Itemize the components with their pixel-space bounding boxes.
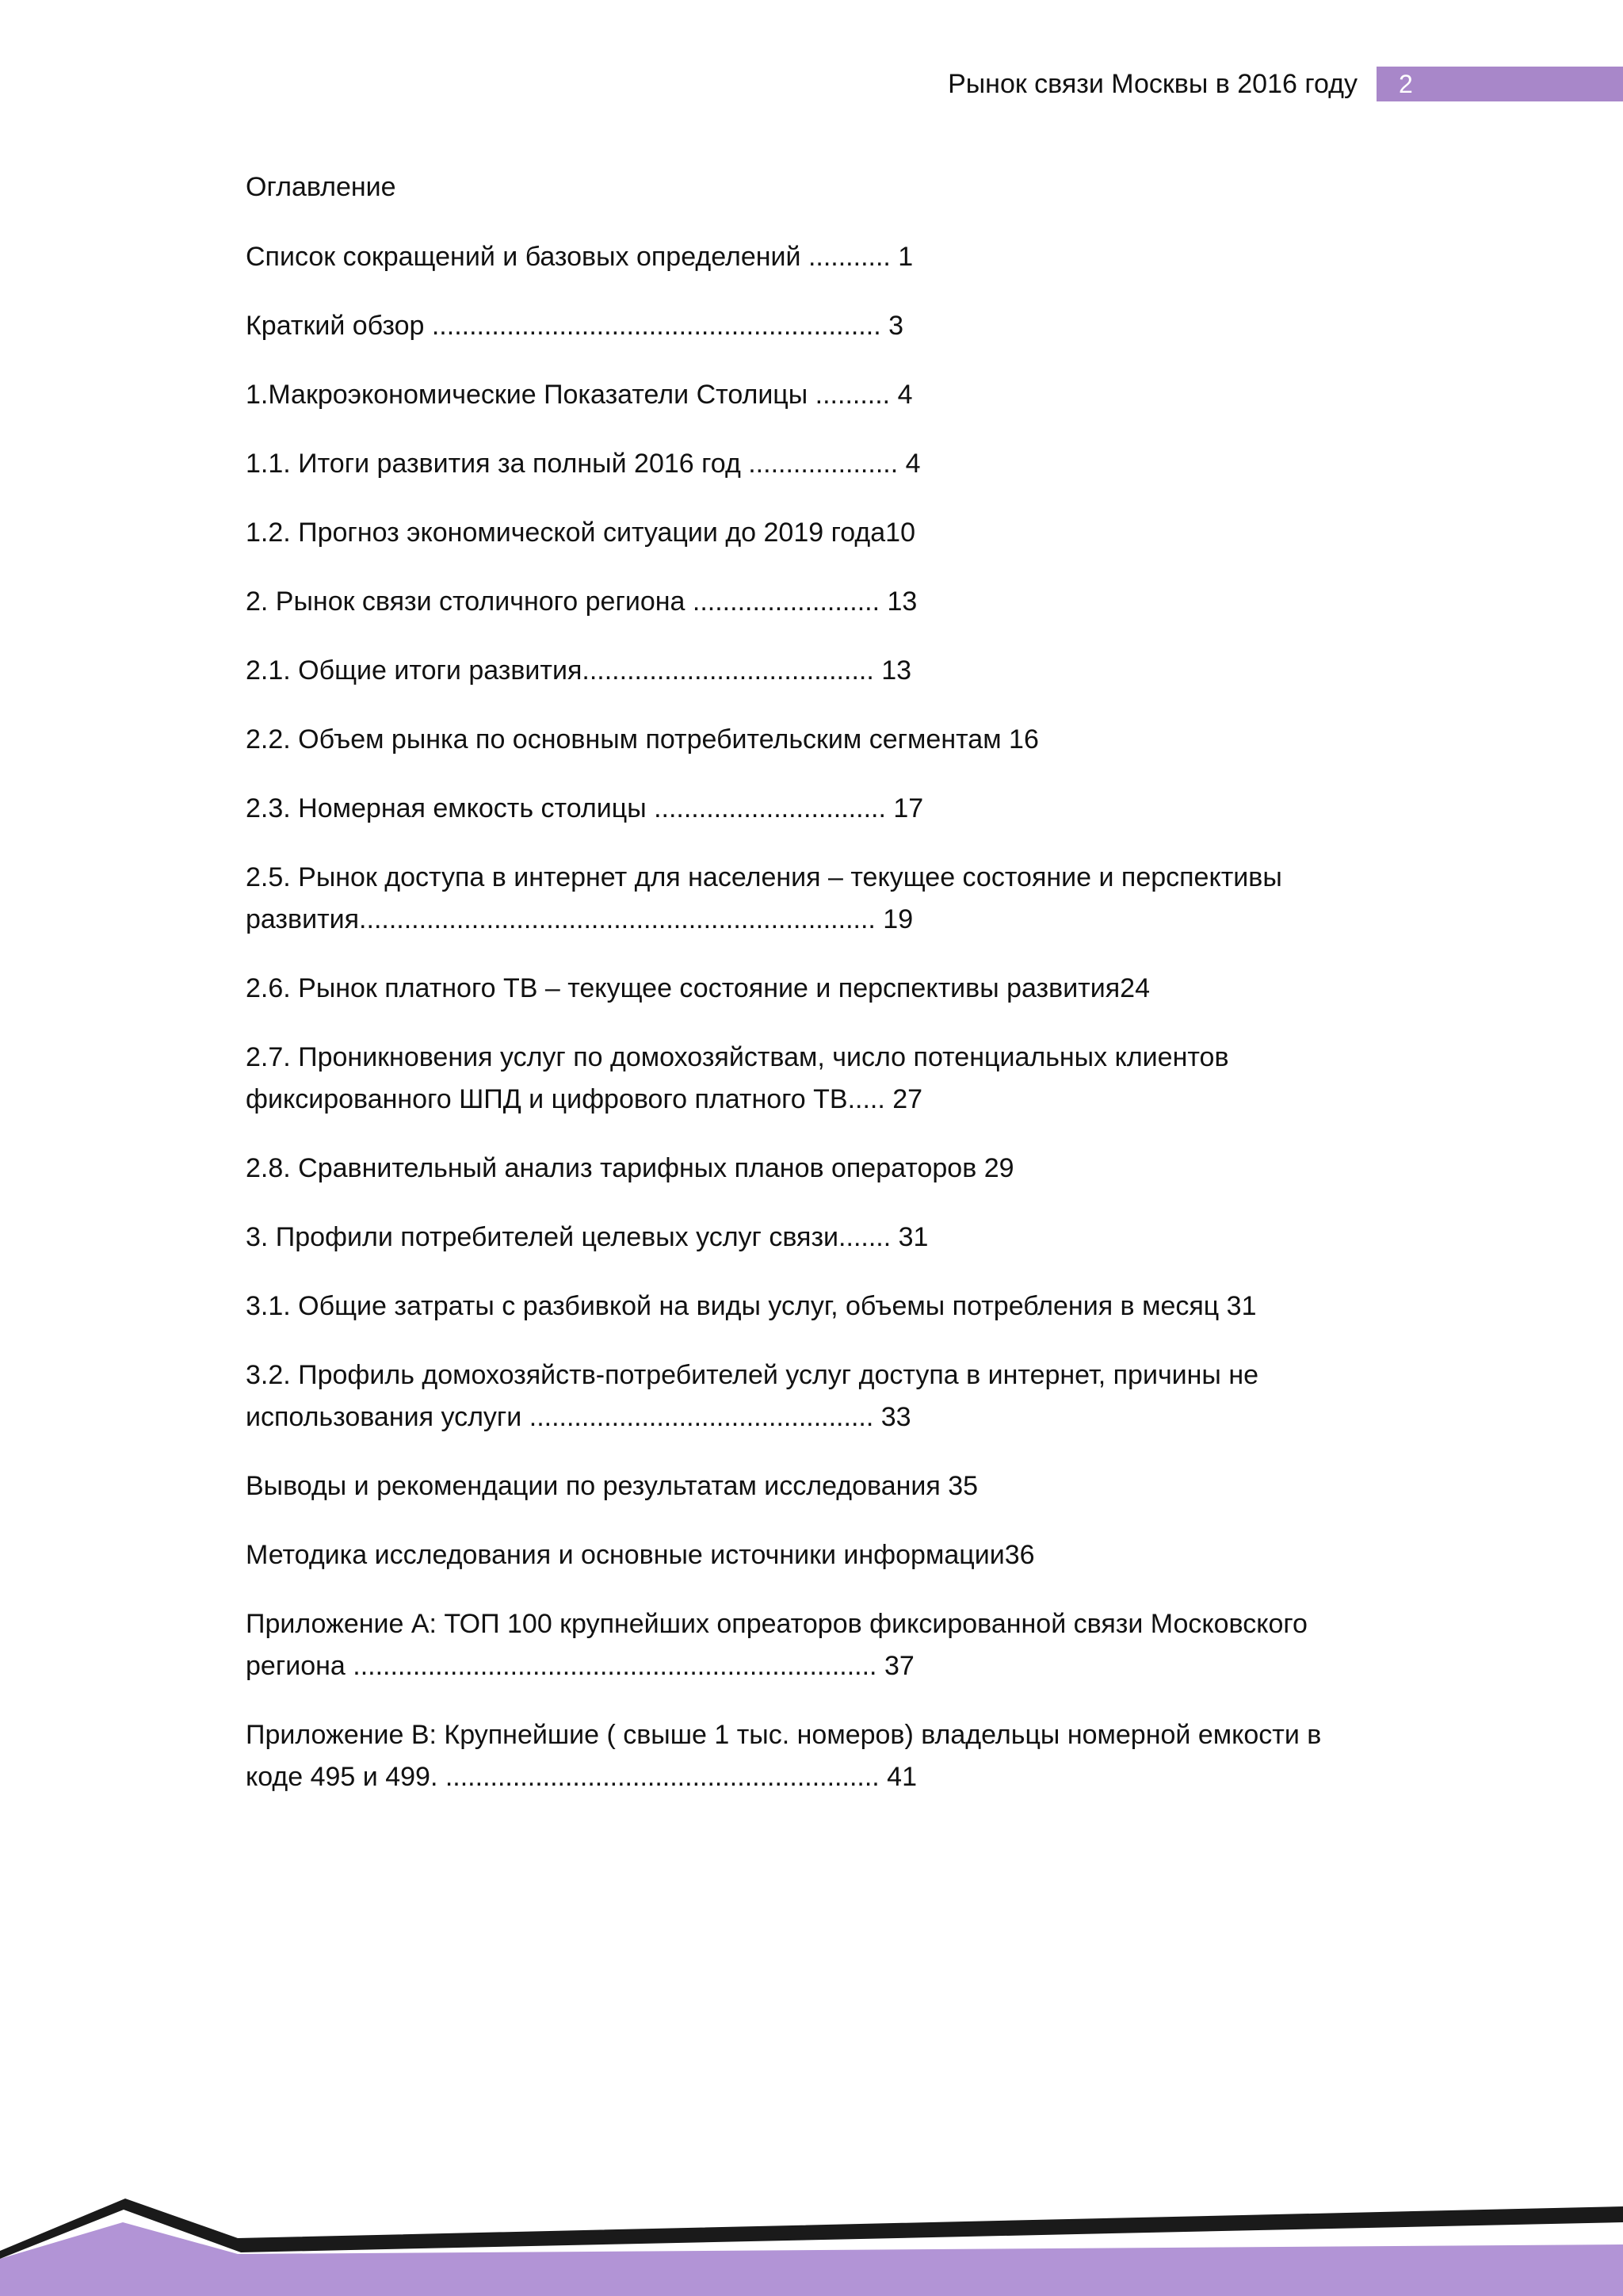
page-number: 2 [1399,70,1413,98]
toc-entry-number-capacity[interactable]: 2.3. Номерная емкость столицы ............................... 17 [246,793,924,823]
toc-entry-total-costs[interactable]: 3.1. Общие затраты с разбивкой на виды услуг, объемы потребления в месяц 31 [246,1291,1257,1321]
toc-entry-appendix-a[interactable]: Приложение А: ТОП 100 крупнейших опреаторов фиксированной связи Московского региона ...................................................................... 37 [246,1609,1308,1681]
toc-entry-consumer-profiles[interactable]: 3. Профили потребителей целевых услуг связи....... 31 [246,1222,929,1252]
toc-entry-telecom-market[interactable]: 2. Рынок связи столичного региона ......................... 13 [246,586,918,617]
toc-entry-abbreviations[interactable]: Список сокращений и базовых определений ........... 1 [246,242,914,272]
toc-heading: Оглавление [246,172,396,202]
page-number-tab [1377,67,1623,101]
toc-entry-penetration[interactable]: 2.7. Проникновения услуг по домохозяйствам, число потенциальных клиентов фиксированного ШПД и цифрового платного ТВ..... 27 [246,1042,1229,1114]
toc-entry-macroeconomics[interactable]: 1.Макроэкономические Показатели Столицы .......... 4 [246,380,913,410]
toc-entry-tariff-analysis[interactable]: 2.8. Сравнительный анализ тарифных планов операторов 29 [246,1153,1014,1183]
toc-entry-methodology[interactable]: Методика исследования и основные источники информации36 [246,1540,1035,1570]
header-title: Рынок связи Москвы в 2016 году [948,69,1358,99]
toc-entry-forecast-2019[interactable]: 1.2. Прогноз экономической ситуации до 2019 года10 [246,518,915,548]
footer-decoration [0,2172,1623,2296]
toc-entry-summary[interactable]: Краткий обзор ............................................................ 3 [246,311,903,341]
toc-entry-general-results[interactable]: 2.1. Общие итоги развития....................................... 13 [246,655,912,686]
table-of-contents [246,166,1371,1825]
toc-entry-internet-access[interactable]: 2.5. Рынок доступа в интернет для населения – текущее состояние и перспективы развития..................................................................... 19 [246,862,1282,934]
toc-entry-market-volume[interactable]: 2.2. Объем рынка по основным потребительским сегментам 16 [246,724,1039,755]
toc-entry-conclusions[interactable]: Выводы и рекомендации по результатам исследования 35 [246,1471,979,1501]
toc-entry-pay-tv[interactable]: 2.6. Рынок платного ТВ – текущее состояние и перспективы развития24 [246,973,1150,1003]
toc-entry-appendix-b[interactable]: Приложение В: Крупнейшие ( свыше 1 тыс. номеров) владельцы номерной емкости в коде 495 и 499. .......................................................... 41 [246,1720,1322,1792]
toc-entry-household-profile[interactable]: 3.2. Профиль домохозяйств-потребителей услуг доступа в интернет, причины не использования услуги .............................................. 33 [246,1360,1259,1432]
page-header [0,62,1623,106]
toc-entry-results-2016[interactable]: 1.1. Итоги развития за полный 2016 год .................... 4 [246,449,921,479]
